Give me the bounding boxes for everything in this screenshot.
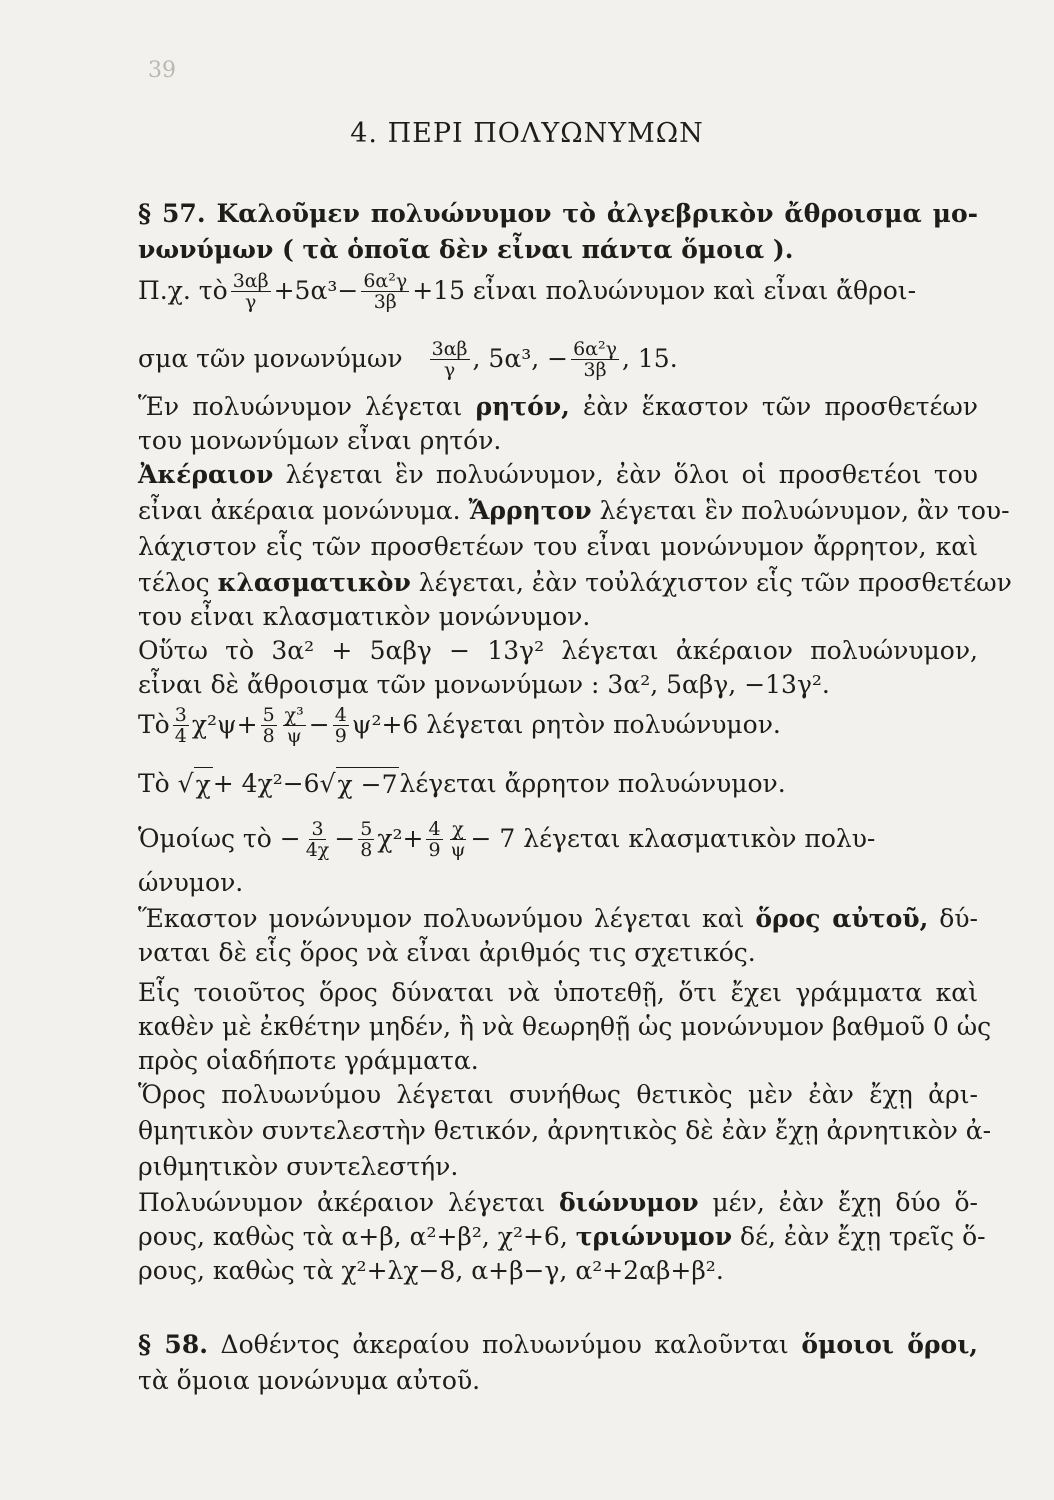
- text: δύ-: [928, 904, 978, 933]
- example-prefix: Π.χ. τὸ: [138, 276, 228, 305]
- text: τέλος: [138, 568, 218, 597]
- fractional-example-cont: ώνυμον.: [138, 868, 244, 897]
- fraction: [283, 705, 306, 746]
- section-58-heading: [138, 1328, 978, 1362]
- radicand: χ −7: [336, 767, 400, 802]
- text: εἶναι ἀκέραια μονώνυμα.: [138, 496, 469, 525]
- term: +15 εἶναι πολυώνυμον καὶ εἶναι ἄθροι-: [412, 276, 917, 305]
- denominator: 9: [334, 724, 347, 747]
- denominator: γ: [443, 358, 456, 381]
- text: δέ, ἐὰν ἔχῃ τρεῖς ὅ-: [732, 1222, 986, 1251]
- fraction: [173, 705, 189, 746]
- numerator: 3αβ: [232, 269, 269, 292]
- page-title: 4. ΠΕΡΙ ΠΟΛΥΩΝΥΜΩΝ: [350, 118, 704, 149]
- text: ρους, καθὼς τὰ α+β, α²+β², χ²+6,: [138, 1222, 576, 1251]
- denominator: 8: [360, 838, 373, 861]
- fraction: [261, 705, 277, 746]
- constant-term-para-end: πρὸς οἱαδήποτε γράμματα.: [138, 1046, 479, 1075]
- fractional-definition-cont: του εἶναι κλασματικὸν μονώνυμον.: [138, 602, 591, 631]
- trinomial-line: [138, 1220, 986, 1254]
- numerator: 3: [174, 703, 187, 726]
- example-polynomial-line: [138, 266, 978, 316]
- integer-example-cont: εἶναι δὲ ἄθροισμα τῶν μονωνύμων : 3α², 5αβγ, −13γ².: [138, 670, 830, 699]
- constant-term-para: Εἷς τοιοῦτος ὅρος δύναται νὰ ὑποτεθῇ, ὅτι ἔχει γράμματα καὶ: [138, 978, 978, 1007]
- term: χ²+: [377, 824, 424, 853]
- term-irrational: Ἄρρητον: [468, 496, 592, 525]
- text: Τὸ √: [138, 769, 194, 798]
- text: Ἕκαστον μονώνυμον πολυωνύμου λέγεται καὶ: [138, 904, 756, 933]
- denominator: ψ: [286, 724, 302, 747]
- text: μέν, ἐὰν ἔχῃ δύο ὅ-: [698, 1188, 978, 1217]
- denominator: γ: [244, 290, 257, 313]
- text: Ἕν πολυώνυμον λέγεται: [138, 392, 476, 421]
- irrational-definition: [138, 494, 1010, 528]
- section-58-number: § 58.: [138, 1330, 208, 1359]
- fraction: [333, 705, 349, 746]
- text: Τὸ: [138, 710, 170, 739]
- fractional-definition: [138, 566, 1012, 600]
- sign-para-cont: θμητικὸν συντελεστὴν θετικόν, ἀρνητικὸς δὲ ἐὰν ἔχῃ ἀρνητικὸν ἀ-: [138, 1116, 992, 1145]
- numerator: 3αβ: [431, 337, 468, 360]
- term-rational: ρητόν,: [475, 392, 570, 421]
- section-57-heading: § 57. Καλοῦμεν πολυώνυμον τὸ ἀλγεβρικὸν ἄθροισμα μο-: [138, 199, 978, 228]
- constant-term-para-cont: καθὲν μὲ ἐκθέτην μηδέν, ἢ νὰ θεωρηθῇ ὡς μονώνυμον βαθμοῦ 0 ὡς: [138, 1012, 992, 1041]
- rational-definition: [138, 390, 978, 424]
- fraction: [231, 271, 271, 312]
- fraction: [571, 339, 619, 380]
- numerator: χ: [452, 817, 464, 840]
- text: λέγεται, ἐὰν τοὐλάχιστον εἷς τῶν προσθετέων: [410, 568, 1012, 597]
- term: +5α³−: [273, 276, 359, 305]
- fractional-example: [138, 814, 978, 864]
- term-trinomial: τριώνυμον: [575, 1222, 733, 1251]
- term: , 5α³, −: [472, 344, 569, 373]
- binomial-para: [138, 1186, 978, 1220]
- term-integer: Ἀκέραιον: [138, 460, 274, 489]
- denominator: 9: [428, 838, 441, 861]
- text: Ὁμοίως τὸ −: [138, 824, 301, 853]
- section-58-cont: τὰ ὅμοια μονώνυμα αὐτοῦ.: [138, 1366, 481, 1395]
- fraction: [358, 819, 374, 860]
- trinomial-examples: ρους, καθὼς τὰ χ²+λχ−8, α+β−γ, α²+2αβ+β².: [138, 1256, 724, 1285]
- fraction: [304, 819, 332, 860]
- numerator: 3: [311, 817, 324, 840]
- text: ἐὰν ἕκαστον τῶν προσθετέων: [569, 392, 978, 421]
- section-57-heading-cont: νωνύμων ( τὰ ὁποῖα δὲν εἶναι πάντα ὅμοια ).: [138, 235, 794, 264]
- numerator: 4: [428, 817, 441, 840]
- numerator: 4: [334, 703, 347, 726]
- term: − 7 λέγεται κλασματικὸν πολυ-: [470, 824, 876, 853]
- radicand: χ: [194, 767, 213, 802]
- fraction: [449, 819, 468, 860]
- term-binomial: διώνυμον: [559, 1188, 699, 1217]
- irrational-example: [138, 764, 978, 804]
- monomials-prefix: σμα τῶν μονωνύμων: [138, 344, 403, 373]
- term-definition: [138, 902, 978, 936]
- page-number: 39: [148, 58, 176, 83]
- term-oros: ὅρος αὐτοῦ,: [755, 904, 929, 933]
- rational-example: [138, 700, 978, 750]
- irrational-definition-cont: λάχιστον εἷς τῶν προσθετέων του εἶναι μονώνυμον ἄρρητον, καὶ: [138, 532, 978, 561]
- sign-para-end: ριθμητικὸν συντελεστήν.: [138, 1152, 459, 1181]
- denominator: 3β: [583, 358, 607, 381]
- rational-definition-cont: του μονωνύμων εἶναι ρητόν.: [138, 426, 502, 455]
- numerator: 5: [262, 703, 275, 726]
- term: −: [308, 710, 330, 739]
- fraction: [361, 271, 409, 312]
- text: λέγεται ἄρρητον πολυώνυμον.: [399, 769, 786, 798]
- fraction: [426, 819, 442, 860]
- sign-para: Ὅρος πολυωνύμου λέγεται συνήθως θετικὸς μὲν ἐὰν ἔχῃ ἀρι-: [138, 1080, 978, 1109]
- denominator: ψ: [450, 838, 466, 861]
- term: , 15.: [621, 344, 678, 373]
- numerator: 6α²γ: [363, 269, 408, 292]
- denominator: 4χ: [305, 838, 330, 861]
- text: Δοθέντος ἀκεραίου πολυωνύμου καλοῦνται: [207, 1330, 802, 1359]
- integer-definition: [138, 458, 978, 492]
- monomials-line: [138, 334, 978, 384]
- term: ψ²+6 λέγεται ρητὸν πολυώνυμον.: [351, 710, 781, 739]
- denominator: 4: [174, 724, 187, 747]
- term-definition-cont: ναται δὲ εἷς ὅρος νὰ εἶναι ἀριθμός τις σχετικός.: [138, 938, 756, 967]
- term-like-terms: ὅμοιοι ὅροι,: [801, 1330, 978, 1359]
- term-fractional: κλασματικὸν: [217, 568, 411, 597]
- denominator: 3β: [373, 290, 397, 313]
- numerator: 5: [360, 817, 373, 840]
- numerator: χ³: [284, 703, 304, 726]
- text: λέγεται ἓν πολυώνυμον, ἂν του-: [591, 496, 1010, 525]
- term: χ²ψ+: [191, 710, 258, 739]
- fraction: [430, 339, 470, 380]
- term: + 4χ²−6√: [212, 769, 336, 798]
- text: Πολυώνυμον ἀκέραιον λέγεται: [138, 1188, 559, 1217]
- denominator: 8: [262, 724, 275, 747]
- term: −: [334, 824, 356, 853]
- text: λέγεται ἓν πολυώνυμον, ἐὰν ὅλοι οἱ προσθετέοι του: [273, 460, 978, 489]
- integer-example: Οὕτω τὸ 3α² + 5αβγ − 13γ² λέγεται ἀκέραιον πολυώνυμον,: [138, 636, 978, 665]
- numerator: 6α²γ: [573, 337, 617, 360]
